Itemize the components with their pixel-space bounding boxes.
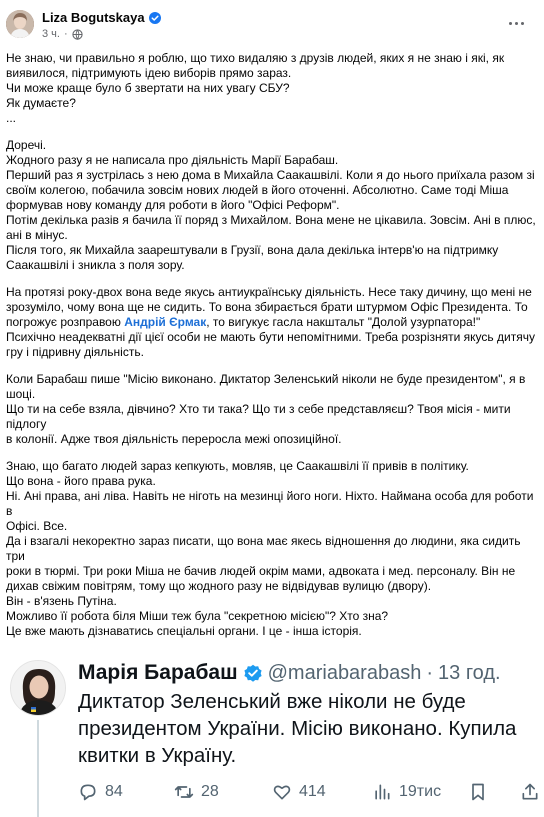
tweet-time[interactable]: 13 год. xyxy=(438,661,501,684)
post-paragraph: Не знаю, чи правильно я роблю, що тихо видаляю з друзів людей, яких я не знаю і які, як виявилося, підтримують ідею виборів прямо зараз. Чи може краще було б звертати на них увагу СБУ? Як думаєте? ... xyxy=(6,51,505,125)
post-header: Liza Bogutskaya 3 ч. · xyxy=(0,0,544,48)
bookmark-button[interactable] xyxy=(468,780,488,804)
verified-badge-icon xyxy=(243,663,263,683)
separator-dot: · xyxy=(426,661,434,684)
post-paragraph xyxy=(6,285,538,360)
post-paragraph: Доречі. Жодного разу я не написала про діяльність Марії Барабаш. Перший раз я зустрілась з нею дома в Михайла Саакашвілі. Коли я до нього приїхала разом зі своїм колегою, побачила зовсім нових людей в його оточенні. Абсолютно. Саме тоді Міша формував нову команду для роботи в його "Офісі Реформ". Потім декілька разів я бачила її поряд з Михайлом. Вона мене не цікавила. Зовсім. Ані в плюс, ані в мінус. Після того, як Михайла заарештували в Грузії, вона дала декілька інтерв'ю на підтримку Саакашвілі і зникла з поля зору. xyxy=(6,138,536,272)
like-icon xyxy=(272,782,292,802)
views-count: 19тис xyxy=(399,783,442,800)
mention-link[interactable]: Андрій Єрмак xyxy=(124,315,207,329)
tweet-avatar[interactable] xyxy=(10,660,66,716)
tweet-author-name[interactable]: Марія Барабаш xyxy=(78,661,238,684)
retweet-button[interactable] xyxy=(174,780,219,804)
retweet-icon xyxy=(174,782,194,802)
share-icon xyxy=(520,782,540,802)
more-options-icon[interactable] xyxy=(505,12,527,34)
post-text xyxy=(6,51,538,693)
thread-line xyxy=(37,720,39,817)
post-paragraph-text: , то вигукує гасла накштальт "Долой узурпатора!" Психічно неадекватні дії цієї особи не мають бути непомітними. Треба розрізняти якусь дитячу гру і підривну діяльність. xyxy=(6,315,535,359)
reply-count: 84 xyxy=(105,783,123,800)
tweet-actions xyxy=(78,780,544,804)
like-button[interactable] xyxy=(272,780,326,804)
reply-button[interactable] xyxy=(78,780,123,804)
post-time[interactable]: 3 ч. xyxy=(42,28,60,40)
post-paragraph: Знаю, що багато людей зараз кепкують, мовляв, це Саакашвілі її привів в політику. Що вона - його права рука. Ні. Ані права, ані ліва. Навіть не ніготь на мезинці його ноги. Ніхто. Наймана особа для роботи в Офісі. Все. Да і взагалі некоректно зараз писати, що вона має якесь відношення до людини, яка сидить три роки в тюрмі. Три роки Міша не бачив людей окрім мами, адвоката і мед. персоналу. Він не дихав свіжим повітрям, тому що жодного разу не відвідував вулицю (двору). Він - в'язень Путіна. Можливо її робота біля Міши теж була "секретною місією"? Хто зна? Це вже мають дізнаватись спеціальні органи. І це - інша історія. xyxy=(6,459,534,638)
post-paragraph: Коли Барабаш пише "Місію виконано. Диктатор Зеленський ніколи не буде президентом", я в шоці. Що ти на себе взяла, дівчино? Хто ти така? Що ти з себе представляєш? Твоя місія - мити підлогу в колонії. Адже твоя діяльність переросла межі опозиційної. xyxy=(6,372,526,446)
reply-icon xyxy=(78,782,98,802)
globe-icon xyxy=(72,29,83,40)
retweet-count: 28 xyxy=(201,783,219,800)
bookmark-icon xyxy=(468,782,488,802)
tweet-handle[interactable]: @mariabarabash xyxy=(267,661,422,684)
share-button[interactable] xyxy=(520,780,540,804)
like-count: 414 xyxy=(299,783,326,800)
post-paragraph-text: На протязі року-двох вона веде якусь антиукраїнську діяльність. Несе таку дичину, що мені не зрозуміло, чому вона ще не сидить. То вона збирається брати штурмом Офіс Президента. То погрожує розправою xyxy=(6,285,532,329)
author-name[interactable]: Liza Bogutskaya xyxy=(42,9,145,25)
verified-badge-icon xyxy=(149,11,161,23)
views-button[interactable] xyxy=(372,780,441,804)
author-avatar[interactable] xyxy=(6,10,34,38)
tweet-text: Диктатор Зеленський вже ніколи не буде президентом України. Місію виконано. Купила квитки в Україну. xyxy=(78,690,517,767)
views-icon xyxy=(372,782,392,802)
